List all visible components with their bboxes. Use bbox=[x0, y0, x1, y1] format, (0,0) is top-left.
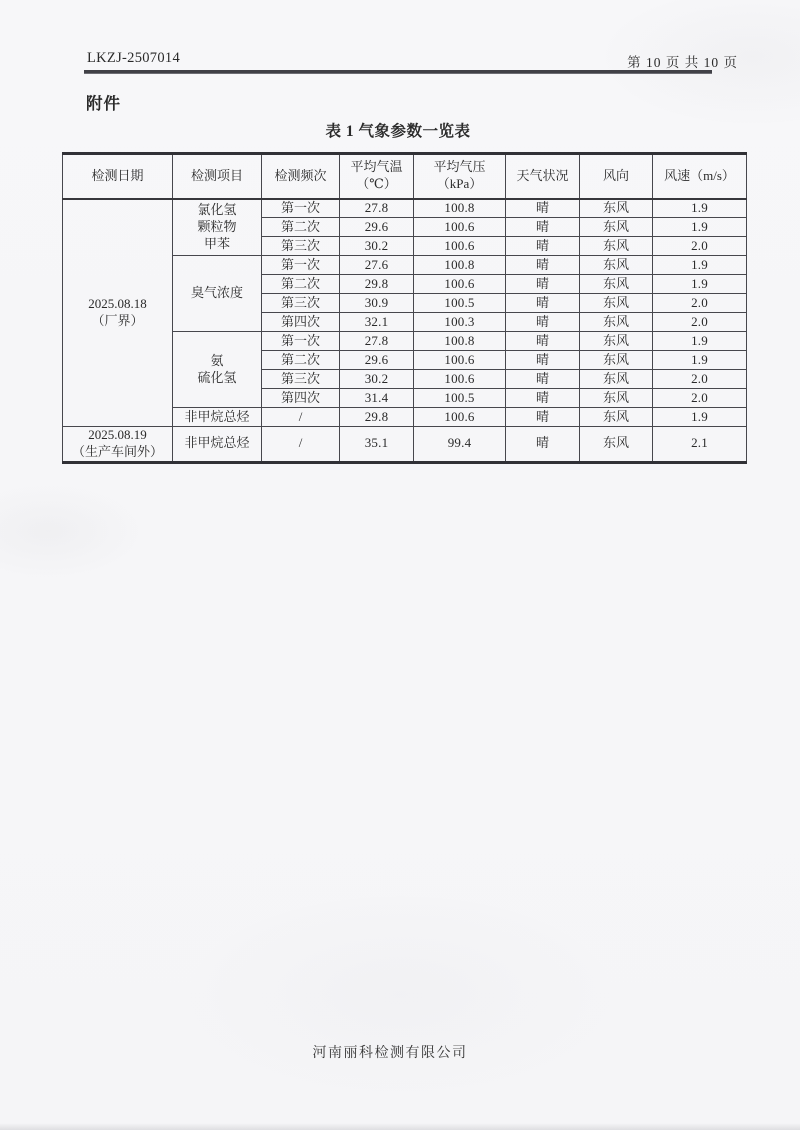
page-indicator: 第 10 页 共 10 页 bbox=[627, 55, 738, 70]
header-cell-wind: 风向 bbox=[580, 154, 653, 199]
cell-wind: 东风 bbox=[580, 237, 653, 256]
cell-wind: 东风 bbox=[580, 370, 653, 389]
cell-wind: 东风 bbox=[580, 389, 653, 408]
cell-speed: 1.9 bbox=[653, 275, 747, 294]
header-temp-line2: （℃） bbox=[356, 176, 397, 192]
cell-weather: 晴 bbox=[506, 427, 580, 463]
cell-speed: 2.0 bbox=[653, 237, 747, 256]
cell-pressure: 100.6 bbox=[414, 275, 506, 294]
cell-wind: 东风 bbox=[580, 199, 653, 218]
header-pressure-line2: （kPa） bbox=[436, 176, 483, 192]
item-cell-group4: 非甲烷总烃 bbox=[173, 408, 262, 427]
cell-wind: 东风 bbox=[580, 256, 653, 275]
cell-speed: 2.1 bbox=[653, 427, 747, 463]
cell-speed: 2.0 bbox=[653, 313, 747, 332]
cell-speed: 1.9 bbox=[653, 199, 747, 218]
table-row bbox=[63, 427, 747, 463]
cell-wind: 东风 bbox=[580, 332, 653, 351]
cell-freq: 第四次 bbox=[262, 313, 340, 332]
cell-pressure: 100.6 bbox=[414, 370, 506, 389]
cell-weather: 晴 bbox=[506, 218, 580, 237]
cell-weather: 晴 bbox=[506, 237, 580, 256]
date1-line2: （厂界） bbox=[91, 312, 144, 328]
table-row bbox=[63, 199, 747, 218]
item1-line3: 甲苯 bbox=[203, 235, 230, 251]
cell-weather: 晴 bbox=[506, 351, 580, 370]
cell-wind: 东风 bbox=[580, 351, 653, 370]
date-cell-2 bbox=[63, 427, 173, 463]
cell-temp: 32.1 bbox=[340, 313, 414, 332]
item-cell-group5: 非甲烷总烃 bbox=[173, 427, 262, 463]
item1-line2: 颗粒物 bbox=[197, 218, 237, 234]
cell-temp: 27.8 bbox=[340, 199, 414, 218]
cell-weather: 晴 bbox=[506, 332, 580, 351]
cell-freq: 第一次 bbox=[262, 256, 340, 275]
cell-wind: 东风 bbox=[580, 408, 653, 427]
cell-pressure: 100.8 bbox=[414, 332, 506, 351]
cell-temp: 30.9 bbox=[340, 294, 414, 313]
header-cell-date: 检测日期 bbox=[63, 154, 173, 199]
cell-weather: 晴 bbox=[506, 313, 580, 332]
header-cell-pressure bbox=[414, 154, 506, 199]
cell-wind: 东风 bbox=[580, 427, 653, 463]
cell-speed: 1.9 bbox=[653, 218, 747, 237]
item3-line2: 硫化氢 bbox=[197, 369, 237, 385]
cell-pressure: 100.6 bbox=[414, 237, 506, 256]
cell-pressure: 100.5 bbox=[414, 294, 506, 313]
cell-weather: 晴 bbox=[506, 275, 580, 294]
header-rule bbox=[84, 70, 712, 74]
cell-temp: 29.6 bbox=[340, 351, 414, 370]
merged-item-cell-group1 bbox=[173, 199, 262, 256]
cell-pressure: 100.8 bbox=[414, 256, 506, 275]
item1-line1: 氯化氢 bbox=[197, 201, 237, 217]
header-cell-speed: 风速（m/s） bbox=[653, 154, 747, 199]
merged-date-cell-1 bbox=[63, 199, 173, 427]
date1-line1: 2025.08.18 bbox=[88, 295, 147, 311]
attachment-heading: 附件 bbox=[86, 94, 121, 113]
cell-wind: 东风 bbox=[580, 294, 653, 313]
cell-temp: 29.6 bbox=[340, 218, 414, 237]
cell-weather: 晴 bbox=[506, 199, 580, 218]
cell-freq: 第三次 bbox=[262, 237, 340, 256]
cell-freq: 第四次 bbox=[262, 389, 340, 408]
cell-freq: / bbox=[262, 427, 340, 463]
cell-pressure: 100.8 bbox=[414, 199, 506, 218]
merged-item-cell-group3 bbox=[173, 332, 262, 408]
cell-wind: 东风 bbox=[580, 218, 653, 237]
date2-line2: （生产车间外） bbox=[71, 443, 163, 459]
cell-freq: 第三次 bbox=[262, 294, 340, 313]
cell-weather: 晴 bbox=[506, 294, 580, 313]
cell-weather: 晴 bbox=[506, 256, 580, 275]
cell-pressure: 100.3 bbox=[414, 313, 506, 332]
cell-weather: 晴 bbox=[506, 408, 580, 427]
doc-number: LKZJ-2507014 bbox=[87, 50, 181, 66]
cell-temp: 27.8 bbox=[340, 332, 414, 351]
header-cell-temp bbox=[340, 154, 414, 199]
cell-speed: 1.9 bbox=[653, 408, 747, 427]
cell-freq: 第一次 bbox=[262, 199, 340, 218]
cell-pressure: 100.6 bbox=[414, 351, 506, 370]
header-cell-freq: 检测频次 bbox=[262, 154, 340, 199]
cell-wind: 东风 bbox=[580, 313, 653, 332]
scan-bottom-edge bbox=[0, 1123, 800, 1130]
cell-temp: 29.8 bbox=[340, 275, 414, 294]
cell-weather: 晴 bbox=[506, 389, 580, 408]
cell-temp: 30.2 bbox=[340, 237, 414, 256]
cell-pressure: 100.5 bbox=[414, 389, 506, 408]
cell-freq: 第一次 bbox=[262, 332, 340, 351]
header-pressure-line1: 平均气压 bbox=[433, 159, 486, 175]
cell-speed: 1.9 bbox=[653, 351, 747, 370]
cell-temp: 29.8 bbox=[340, 408, 414, 427]
header-temp-line1: 平均气温 bbox=[350, 159, 403, 175]
date2-line1: 2025.08.19 bbox=[88, 427, 147, 442]
cell-freq: / bbox=[262, 408, 340, 427]
cell-speed: 1.9 bbox=[653, 332, 747, 351]
cell-temp: 31.4 bbox=[340, 389, 414, 408]
cell-temp: 27.6 bbox=[340, 256, 414, 275]
cell-freq: 第二次 bbox=[262, 218, 340, 237]
cell-pressure: 100.6 bbox=[414, 218, 506, 237]
cell-wind: 东风 bbox=[580, 275, 653, 294]
footer-company: 河南丽科检测有限公司 bbox=[312, 1046, 468, 1061]
cell-pressure: 99.4 bbox=[414, 427, 506, 463]
table-title: 表 1 气象参数一览表 bbox=[325, 123, 471, 140]
weather-parameters-table bbox=[62, 152, 747, 464]
cell-speed: 2.0 bbox=[653, 294, 747, 313]
cell-freq: 第三次 bbox=[262, 370, 340, 389]
cell-speed: 2.0 bbox=[653, 370, 747, 389]
merged-item-cell-group2: 臭气浓度 bbox=[173, 256, 262, 332]
table-wrap bbox=[62, 152, 746, 464]
table-header-row bbox=[63, 154, 747, 199]
cell-temp: 30.2 bbox=[340, 370, 414, 389]
cell-pressure: 100.6 bbox=[414, 408, 506, 427]
cell-speed: 1.9 bbox=[653, 256, 747, 275]
header-cell-item: 检测项目 bbox=[173, 154, 262, 199]
cell-speed: 2.0 bbox=[653, 389, 747, 408]
item3-line1: 氨 bbox=[210, 352, 224, 368]
cell-temp: 35.1 bbox=[340, 427, 414, 463]
header-cell-weather: 天气状况 bbox=[506, 154, 580, 199]
cell-freq: 第二次 bbox=[262, 351, 340, 370]
cell-freq: 第二次 bbox=[262, 275, 340, 294]
cell-weather: 晴 bbox=[506, 370, 580, 389]
